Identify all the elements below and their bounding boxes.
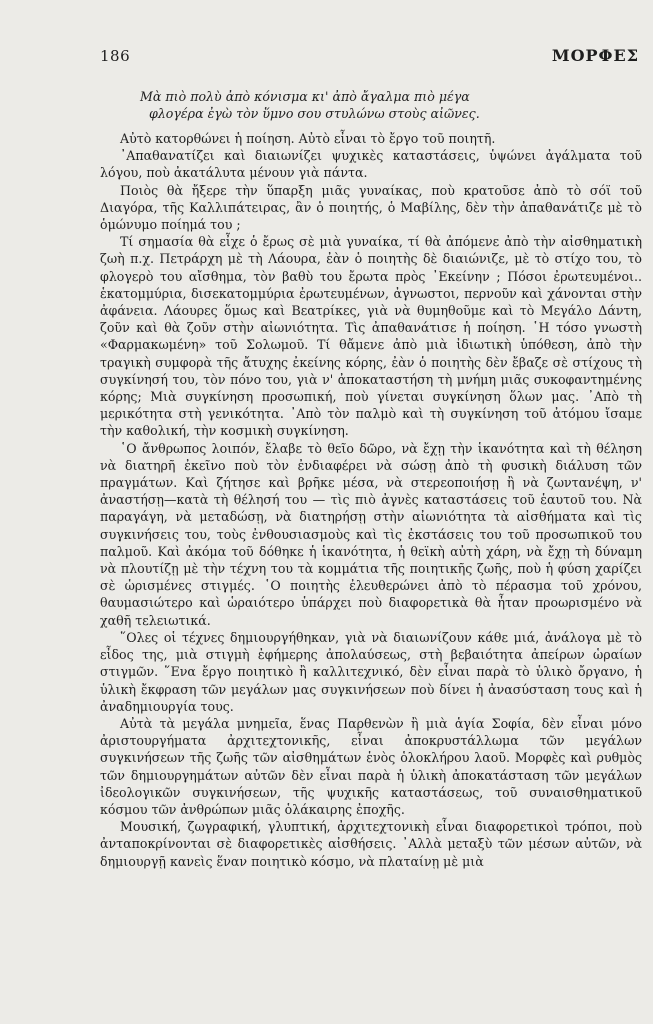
running-title: ΜΟΡΦΕΣ — [551, 46, 639, 65]
paragraph: Τί σημασία θὰ εἶχε ὁ ἔρως σὲ μιὰ γυναίκα, τί θὰ ἀπόμενε ἀπὸ τὴν αἰσθηματικὴ ζωὴ π.χ. Πετράρχη μὲ τὴ Λάουρα, ἐὰν ὁ ποιητὴς δὲ διαιώνιζε, μὲ τὸ στίχο του, τὸ φλογερὸ του αἴσθημα, τὸν βαθὺ του ἔρωτα πρὸς ᾿Εκείνην ; Πόσοι ἐρωτευμένοι.. ἑκατομμύρια, δισεκατομμύρια ἐρωτευμένων, ἀγνωστοι, περνοῦν καὶ χάνονται στὴν ἀφάνεια. Λάουρες ὅμως καὶ Βεατρίκες, γιὰ νὰ θυμηθοῦμε καὶ τὸ Μεγάλο Δάντη, ζοῦν καὶ θὰ ζοῦν στὴν αἰωνιότητα. Τὶς ἀπαθανάτισε ἡ ποίηση. ῾Η τόσο γνωστὴ «Φαρμακωμένη» τοῦ Σολωμοῦ. Τί θἄμενε ἀπὸ μιὰ ἰδιωτικὴ ὑπόθεση, ἀπὸ τὴν τραγικὴ συμφορὰ τῆς ἄτυχης ἐκείνης κόρης, ἐὰν ὁ ποιητὴς δὲν ἔβαζε σὲ στίχους τὴ συγκίνησή του, τὸν πόνο του, γιὰ ν' ἀποκαταστήση τὴ μνήμη μιᾶς συκοφαντημένης κόρης; Μιὰ συγκίνηση προσωπική, ποὺ γίνεται συγκίνηση ὅλων μας. ᾿Απὸ τὴ μερικότητα στὴ γενικότητα. ᾿Απὸ τὸν παλμὸ καὶ τὴ συγκίνηση τοῦ ἀτόμου ἴσαμε τὴν καθολική, τὴν κοσμικὴ συγκίνηση. — [100, 234, 642, 439]
verse-line: Μὰ πιὸ πολὺ ἀπὸ κόνισμα κι' ἀπὸ ἄγαλμα πιὸ μέγα — [140, 89, 470, 104]
page-number: 186 — [100, 47, 131, 65]
paragraph: Μουσική, ζωγραφική, γλυπτική, ἀρχιτεχτονικὴ εἶναι διαφορετικοὶ τρόποι, ποὺ ἀνταποκρίνονται σὲ διαφορετικὲς αἰσθήσεις. ᾿Αλλὰ μεταξὺ τῶν μέσων αὐτῶν, νὰ δημιουργῇ κανεὶς ἕναν ποιητικὸ κόσμο, νὰ πλαταίνῃ μὲ μιὰ — [100, 819, 642, 869]
verse-line: φλογέρα ἐγὼ τὸν ὕμνο σου στυλώνω στοὺς αἰῶνες. — [149, 106, 480, 121]
paragraph: ῞Ολες οἱ τέχνες δημιουργήθηκαν, γιὰ νὰ διαιωνίζουν κάθε μιά, ἀνάλογα μὲ τὸ εἶδος της, μιὰ στιγμὴ ἐφήμερης ἀπολαύσεως, στὴ βεβαιότητα ἀπείρων ὡραίων στιγμῶν. ῞Ενα ἔργο ποιητικὸ ἢ καλλιτεχνικό, δὲν εἶναι παρὰ τὸ ὑλικὸ ὄργανο, ἡ ὑλικὴ ἔκφραση τῶν μεγάλων μας συγκινήσεων ποὺ δίνει ἡ ἀνασύσταση τους καὶ ἡ ἀναδημιουργία τους. — [100, 629, 642, 714]
paragraph: ᾿Απαθανατίζει καὶ διαιωνίζει ψυχικὲς καταστάσεις, ὑψώνει ἀγάλματα τοῦ λόγου, ποὺ ἀκατάλυτα μένουν γιὰ πάντα. — [100, 148, 642, 181]
paragraph: Αὐτὸ κατορθώνει ἡ ποίηση. Αὐτὸ εἶναι τὸ ἔργο τοῦ ποιητῆ. — [120, 131, 496, 146]
paragraph: Ποιὸς θὰ ἤξερε τὴν ὕπαρξη μιᾶς γυναίκας, ποὺ κρατοῦσε ἀπὸ τὸ σόϊ τοῦ Διαγόρα, τῆς Καλλιπάτειρας, ἂν ὁ ποιητής, ὁ Μαβίλης, δὲν τὴν ἀπαθανάτιζε μὲ τὸ ὁμώνυμο ποίημά του ; — [100, 182, 642, 233]
paragraph: ῾Ο ἄνθρωπος λοιπόν, ἔλαβε τὸ θεῖο δῶρο, νὰ ἔχῃ τὴν ἱκανότητα καὶ τὴ θέληση νὰ διατηρῆ ἐκεῖνο ποὺ τὸν ἐνδιαφέρει νὰ σώσῃ ἀπὸ τὴ φυσικὴ διάλυση τῶν πραγμάτων. Καὶ ζήτησε καὶ βρῆκε μέσα, νὰ στερεοποιήσῃ ἢ νὰ ζωντανέψη, ν' ἀναστήσῃ—κατὰ τὴ θέλησή του — τὶς πιὸ ἀγνὲς καταστάσεις τοῦ ἑαυτοῦ του. Νὰ παραγάγη, νὰ μεταδώσῃ, νὰ διατηρήσῃ στὴν αἰωνιότητα τὰ αἰσθήματα καὶ τὶς συγκινήσεις του, τοὺς ἐνθουσιασμοὺς καὶ τὶς ἐκστάσεις του τοῦ προσωπικοῦ του παλμοῦ. Καὶ ἀκόμα τοῦ δόθηκε ἡ ἱκανότητα, ἡ θεϊκὴ αὐτὴ χάρη, νὰ ἔχῃ τὴ δύναμη νὰ πλουτίζῃ μὲ τὴν τέχνη του τὰ κομμάτια τῆς ποιητικῆς ζωῆς, ποὺ ἡ φύση χαρίζει σὲ ὡρισμένες στιγμές. ῾Ο ποιητὴς ἐλευθερώνει ἀπὸ τὸ πέρασμα τοῦ χρόνου, θαυμασιώτερο καὶ ὡραιότερο ὑπάρχει ποὺ διαφορετικὰ θὰ ἦταν προωρισμένο νὰ χαθῆ τελειωτικά. — [100, 440, 642, 628]
paragraph: Αὐτὰ τὰ μεγάλα μνημεῖα, ἕνας Παρθενὼν ἢ μιὰ ἁγία Σοφία, δὲν εἶναι μόνο ἀριστουργήματα ἀρχιτεχτονικῆς, εἶναι ἀποκρυστάλλωμα τῶν μεγάλων συγκινήσεων τῆς ζωῆς τῶν αἰσθημάτων ἑνὸς ὁλοκλήρου λαοῦ. Μορφὲς καὶ ρυθμὸς τῶν δημιουργημάτων αὐτῶν δὲν εἶναι παρὰ ἡ ὑλικὴ ἀποκατάσταση τῶν μεγάλων ἰδεολογικῶν συγκινήσεων, τῆς ψυχικῆς καταστάσεως, τοῦ συναισθηματικοῦ κόσμου τῶν ἀνθρώπων μιᾶς ὁλάκαιρης ἐποχῆς. — [100, 715, 642, 817]
body-text — [100, 130, 642, 870]
verse-quote — [140, 88, 560, 122]
